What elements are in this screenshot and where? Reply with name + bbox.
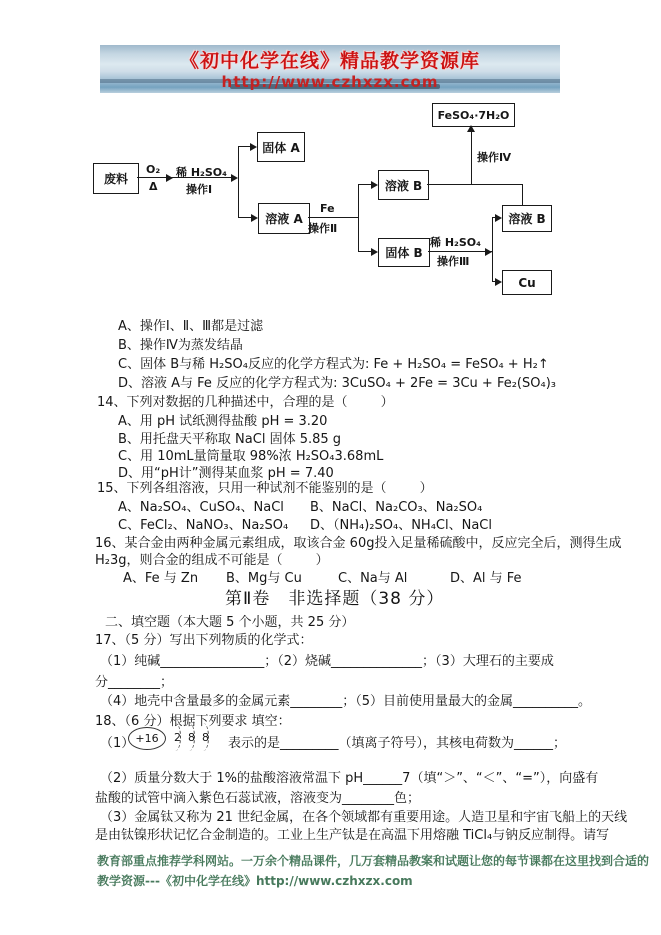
flow-line [358,251,371,252]
flow-label-h2so4-1: 稀 H₂SO₄ [176,166,227,179]
q13-option-a: A、操作Ⅰ、Ⅱ、Ⅲ都是过滤 [118,319,264,334]
q18-stem: 18、（6 分）根据下列要求 填空： [95,714,291,729]
q18-item3-line2: 是由钛镍形状记忆合金制造的。工业上生产钛是在高温下用熔融 TiCl₄与钠反应制得。请写 [95,828,610,843]
shell-electron-count-1: 2 [174,731,181,744]
q18-item2-line1: （2）质量分数大于 1%的盐酸溶液常温下 pH______7（填“＞”、“＜”、“=”），向盛有 [100,771,599,786]
q17-line1: （1）纯碱________________；（2）烧碱______________；（3）大理石的主要成 [100,654,554,669]
flow-line [308,217,358,218]
flow-box-solid-a: 固体 A [257,132,305,162]
q15-stem: 15、下列各组溶液，只用一种试剂不能鉴别的是（ ） [97,481,433,496]
q16-stem-line2: H₂3g，则合金的组成不可能是（ ） [95,553,329,568]
flow-line [238,217,251,218]
arrow-right-icon [371,248,378,256]
q14-option-c: C、用 10mL量筒量取 98%浓 H₂SO₄3.68mL [118,449,384,464]
shell-electron-count-3: 8 [202,731,209,744]
q16-option-a: A、Fe 与 Zn [123,571,199,586]
section2-intro: 二、填空题（本大题 5 个小题，共 25 分） [105,615,355,630]
flow-box-solution-a: 溶液 A [258,203,310,234]
flow-line [358,184,359,252]
q16-option-b: B、Mg与 Cu [226,571,302,586]
flow-box-cu: Cu [502,270,552,295]
arrow-right-icon [231,174,238,182]
flow-label-h2so4-2: 稀 H₂SO₄ [430,236,481,249]
q16-stem-line1: 16、某合金由两种金属元素组成，取该合金 60g投入足量稀硫酸中，反应完全后，测得生成 [95,536,622,551]
q14-option-a: A、用 pH 试纸测得盐酸 pH = 3.20 [118,414,328,429]
q15-option-b: B、NaCl、Na₂CO₃、Na₂SO₄ [310,500,483,515]
arrow-right-icon [251,214,258,222]
arrow-up-icon [467,125,475,132]
q17-line3: （4）地壳中含量最多的金属元素________；（5）目前使用量最大的金属__________。 [100,694,592,709]
flow-label-delta: Δ [149,180,158,193]
q13-option-c: C、固体 B与稀 H₂SO₄反应的化学方程式为: Fe + H₂SO₄ = FeSO₄ + H₂↑ [118,357,549,372]
arrow-right-icon [495,214,502,222]
q18-item3-line1: （3）金属钛又称为 21 世纪金属，在各个领域都有重要用途。人造卫星和宇宙飞船上的天线 [100,810,628,825]
footer-promo-line2: 教学资源---《初中化学在线》http://www.czhxzx.com [97,874,413,888]
q13-option-d: D、溶液 A与 Fe 反应的化学方程式为: 3CuSO₄ + 2Fe = 3Cu + Fe₂(SO₄)₃ [118,376,556,391]
flow-label-fe: Fe [320,202,335,215]
arrow-right-icon [371,181,378,189]
flow-label-op2: 操作Ⅱ [308,222,338,235]
shell-electron-count-2: 8 [188,731,195,744]
flow-line [427,184,522,185]
banner-title: 《初中化学在线》精品教学资源库 [179,50,480,72]
arrow-right-icon [250,143,257,151]
flow-line [358,184,371,185]
q18-item2-line2: 盐酸的试管中滴入紫色石蕊试液，溶液变为________色； [95,791,421,806]
flow-label-op3: 操作Ⅲ [437,255,470,268]
q16-option-c: C、Na与 Al [338,571,408,586]
flow-label-o2: O₂ [146,163,161,176]
footer-promo-line1: 教育部重点推荐学科网站。一万余个精品课件，几万套精品教案和试题让您的每节课都在这里找到合适的 [97,854,650,868]
q14-option-b: B、用托盘天平称取 NaCl 固体 5.85 g [118,432,342,447]
q13-option-b: B、操作Ⅳ为蒸发结晶 [118,338,243,353]
part2-heading: 第Ⅱ卷 非选择题（38 分） [225,589,445,609]
flow-line [522,184,523,205]
flow-label-op4: 操作Ⅳ [477,151,512,164]
arrow-right-icon [495,278,502,286]
q15-option-a: A、Na₂SO₄、CuSO₄、NaCl [118,500,284,515]
flow-line [238,146,239,218]
flow-box-solution-b1: 溶液 B [378,170,429,200]
flow-label-op1: 操作Ⅰ [186,183,213,196]
q17-stem: 17、（5 分）写出下列物质的化学式： [95,633,313,648]
flow-box-solid-b: 固体 B [378,238,430,267]
q14-stem: 14、下列对数据的几种描述中，合理的是（ ） [97,395,394,410]
banner-url: http://www.czhxzx.com [221,73,439,91]
q18-item1-text: 表示的是_________（填离子符号），其核电荷数为______； [228,736,567,751]
q14-option-d: D、用“pH计”测得某血浆 pH = 7.40 [118,466,334,481]
arrow-right-icon [485,248,492,256]
q18-item1-prefix: （1） [100,736,135,751]
arrow-right-icon [166,174,173,182]
q15-option-c: C、FeCl₂、NaNO₃、Na₂SO₄ [118,518,289,533]
flow-line [428,251,492,252]
flow-box-waste: 废料 [93,163,139,194]
flow-line [492,218,493,282]
q15-option-d: D、（NH₄)₂SO₄、NH₄Cl、NaCl [310,518,492,533]
q17-line2: 分________； [95,675,174,690]
flow-box-feso4-7h2o: FeSO₄·7H₂O [432,103,515,127]
atom-nucleus-diagram: +16 [128,727,166,750]
flow-box-solution-b2: 溶液 B [502,205,552,232]
q16-option-d: D、Al 与 Fe [450,571,522,586]
flow-line [471,128,472,184]
site-banner [100,45,560,93]
